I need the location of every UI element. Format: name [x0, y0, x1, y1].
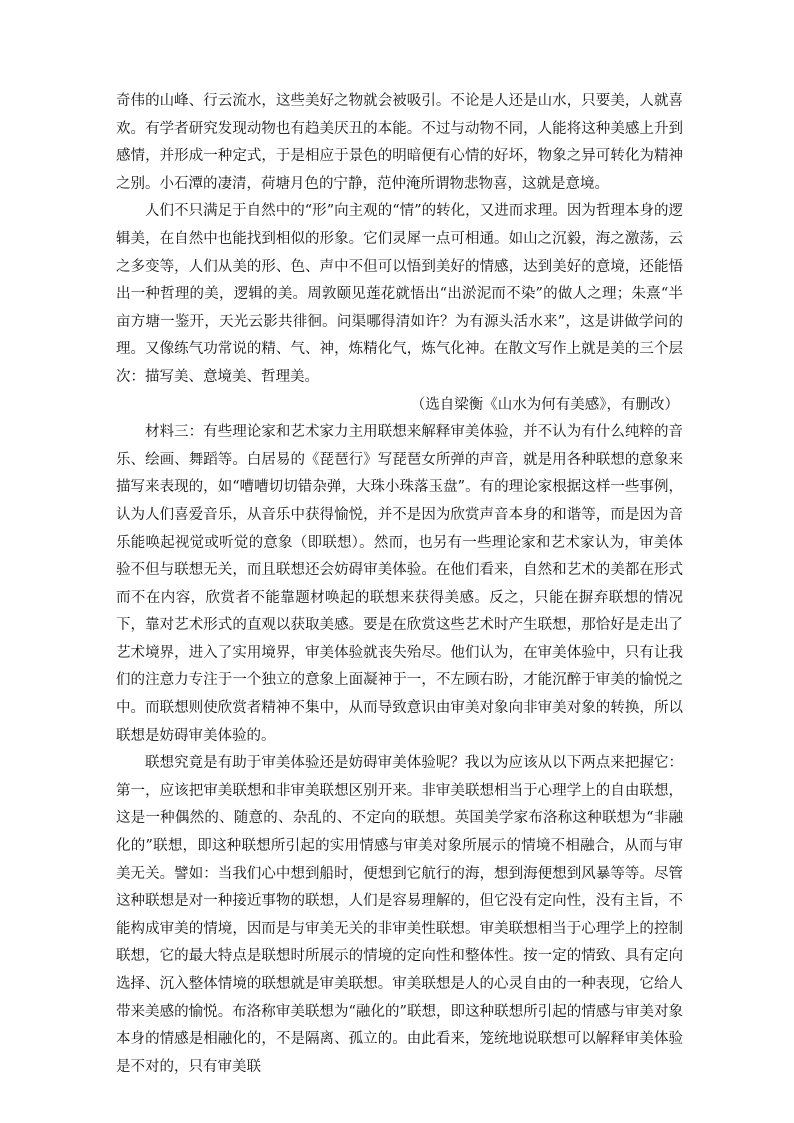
source-citation: （选自梁衡《山水为何有美感》，有删改） [410, 396, 679, 413]
document-page [116, 88, 683, 1081]
paragraph-form-emotion-reason: 人们不只满足于自然中的“形”向主观的“情”的转化，又进而求理。因为哲理本身的逻辑美，在自然中也能找到相似的形象。它们灵犀一点可相通。如山之沉毅，海之激荡，云之多变等，人们从美的形、色、声中不但可以悟到美好的情感，达到美好的意境，还能悟出一种哲理的美，逻辑的美。周敦颐见莲花就悟出“出淤泥而不染”的做人之理；朱熹“半亩方塘一鉴开，天光云影共徘徊。问渠哪得清如许？为有源头活水来”，这是讲做学问的理。又像练气功常说的精、气、神，炼精化气，炼气化神。在散文写作上就是美的三个层次：描写美、意境美、哲理美。 [116, 203, 683, 385]
paragraph-aesthetic-association: 联想究竟是有助于审美体验还是妨碍审美体验呢？我以为应该从以下两点来把握它：第一，应该把审美联想和非审美联想区别开来。非审美联想相当于心理学上的自由联想，这是一种偶然的、随意的、杂乱的、不定向的联想。英国美学家布洛称这种联想为“非融化的”联想，即这种联想所引起的实用情感与审美对象所展示的情境不相融合，从而与审美无关。譬如：当我们心中想到船时，便想到它航行的海，想到海便想到风暴等等。尽管这种联想是对一种接近事物的联想，人们是容易理解的，但它没有定向性，没有主旨，不能构成审美的情境，因而是与审美无关的非审美性联想。审美联想相当于心理学上的控制联想，它的最大特点是联想时所展示的情境的定向性和整体性。按一定的情致、具有定向选择、沉入整体情境的联想就是审美联想。审美联想是人的心灵自由的一种表现，它给人带来美感的愉悦。布洛称审美联想为“融化的”联想，即这种联想所引起的情感与审美对象本身的情感是相融化的，不是隔离、孤立的。由此看来，笼统地说联想可以解释审美体验是不对的，只有审美联 [116, 755, 683, 1075]
paragraph-continuation: 奇伟的山峰、行云流水，这些美好之物就会被吸引。不论是人还是山水，只要美，人就喜欢。有学者研究发现动物也有趋美厌丑的本能。不过与动物不同，人能将这种美感上升到感情，并形成一种定式，于是相应于景色的明暗便有心情的好坏，物象之异可转化为精神之别。小石潭的凄清，荷塘月色的宁静，范仲淹所谓物悲物喜，这就是意境。 [116, 93, 683, 192]
paragraph-material-three: 材料三：有些理论家和艺术家力主用联想来解释审美体验，并不认为有什么纯粹的音乐、绘画、舞蹈等。白居易的《琵琶行》写琵琶女所弹的声音，就是用各种联想的意象来描写来表现的，如“嘈嘈切切错杂弹，大珠小珠落玉盘”。有的理论家根据这样一些事例，认为人们喜爱音乐，从音乐中获得愉悦，并不是因为欣赏声音本身的和谐等，而是因为音乐能唤起视觉或听觉的意象（即联想）。然而，也另有一些理论家和艺术家认为，审美体验不但与联想无关，而且联想还会妨碍审美体验。在他们看来，自然和艺术的美都在形式而不在内容，欣赏者不能靠题材唤起的联想来获得美感。反之，只能在摒弃联想的情况下，靠对艺术形式的直观以获取美感。要是在欣赏这些艺术时产生联想，那恰好是走出了艺术境界，进入了实用境界，审美体验就丧失殆尽。他们认为，在审美体验中，只有让我们的注意力专注于一个独立的意象上面凝神于一，不左顾右盼，才能沉醉于审美的愉悦之中。而联想则使欣赏者精神不集中，从而导致意识由审美对象向非审美对象的转换，所以联想是妨碍审美体验的。 [116, 424, 683, 744]
